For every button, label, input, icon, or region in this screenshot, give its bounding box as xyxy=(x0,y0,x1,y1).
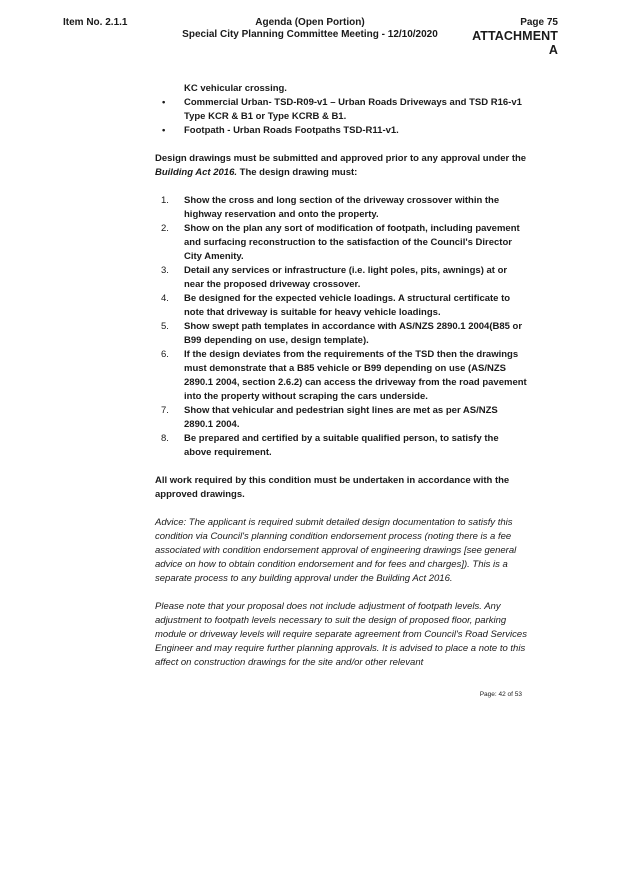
item-text: Show that vehicular and pedestrian sight lines are met as per AS/NZS 2890.1 2004. xyxy=(184,405,498,430)
building-act-ref: Building Act 2016. xyxy=(155,167,237,178)
agenda-title: Agenda (Open Portion) xyxy=(255,17,365,28)
numbered-item xyxy=(155,222,527,264)
page-header-right xyxy=(462,17,558,57)
item-text: If the design deviates from the requirements of the TSD then the drawings must demonstrate that a B85 vehicle or B99 depending on use (AS/NZS 2890.1 2004, section 2.6.2) can access the driveway from the road pavement into the property without scraping the cars underside. xyxy=(184,349,527,402)
numbered-item xyxy=(155,432,527,460)
numbered-item xyxy=(155,320,527,348)
bullet-item xyxy=(155,124,527,138)
item-number-label: 6. xyxy=(161,349,169,360)
numbered-item xyxy=(155,194,527,222)
bullet-text: Commercial Urban- TSD-R09-v1 – Urban Roads Driveways and TSD R16-v1 Type KCR & B1 or Type KCRB & B1. xyxy=(184,97,522,122)
item-text: Show on the plan any sort of modification of footpath, including pavement and surfacing reconstruction to the satisfaction of the Council's Director City Amenity. xyxy=(184,223,520,262)
design-intro xyxy=(155,152,527,180)
item-number-label: 4. xyxy=(161,293,169,304)
agenda-heading xyxy=(160,17,460,41)
attachment-label: ATTACHMENT A xyxy=(472,29,558,57)
bullet-icon: • xyxy=(162,125,166,136)
item-number-label: 1. xyxy=(161,195,169,206)
numbered-item xyxy=(155,264,527,292)
design-intro-end: The design drawing must: xyxy=(237,167,358,178)
numbered-item xyxy=(155,292,527,320)
item-text: Show the cross and long section of the driveway crossover within the highway reservation and onto the property. xyxy=(184,195,500,220)
continuation-line: KC vehicular crossing. xyxy=(184,83,287,94)
bullet-item xyxy=(155,96,527,124)
bullet-text: Footpath - Urban Roads Footpaths TSD-R11-v1. xyxy=(184,125,399,136)
numbered-list xyxy=(155,194,527,460)
item-number-label: 2. xyxy=(161,223,169,234)
item-number: Item No. 2.1.1 xyxy=(63,17,128,28)
item-text: Be designed for the expected vehicle loadings. A structural certificate to note that driveway is suitable for heavy vehicle loadings. xyxy=(184,293,511,318)
numbered-item xyxy=(155,348,527,404)
bullet-list xyxy=(155,96,527,138)
document-body xyxy=(155,82,527,670)
page-footer: Page: 42 of 53 xyxy=(479,691,522,698)
item-number-label: 3. xyxy=(161,265,169,276)
page-number: Page 75 xyxy=(520,17,558,28)
bullet-icon: • xyxy=(162,97,166,108)
all-work-paragraph: All work required by this condition must be undertaken in accordance with the approved drawings. xyxy=(155,475,510,500)
design-intro-start: Design drawings must be submitted and approved prior to any approval under the xyxy=(155,153,527,164)
advice-paragraph: Advice: The applicant is required submit detailed design documentation to satisfy this condition via Council's planning condition endorsement process (noting there is a fee associated with condition endorsement approval of engineering drawings [see general advice on how to obtain condition endorsement and for fees and charges]). This is a separate process to any building approval under the Building Act 2016. xyxy=(155,517,517,584)
note-paragraph: Please note that your proposal does not include adjustment of footpath levels. Any adjustment to footpath levels necessary to suit the design of proposed floor, parking module or driveway levels will require separate agreement from Council's Road Services Engineer and may require further planning approvals. It is advised to place a note to this affect on construction drawings for the site and/or other relevant xyxy=(155,601,527,668)
item-number-label: 7. xyxy=(161,405,169,416)
meeting-title: Special City Planning Committee Meeting - 12/10/2020 xyxy=(182,29,438,40)
numbered-item xyxy=(155,404,527,432)
item-text: Be prepared and certified by a suitable qualified person, to satisfy the above requirement. xyxy=(184,433,499,458)
item-text: Detail any services or infrastructure (i.e. light poles, pits, awnings) at or near the proposed driveway crossover. xyxy=(184,265,508,290)
item-text: Show swept path templates in accordance with AS/NZS 2890.1 2004(B85 or B99 depending on use, design template). xyxy=(184,321,523,346)
item-number-label: 8. xyxy=(161,433,169,444)
item-number-label: 5. xyxy=(161,321,169,332)
